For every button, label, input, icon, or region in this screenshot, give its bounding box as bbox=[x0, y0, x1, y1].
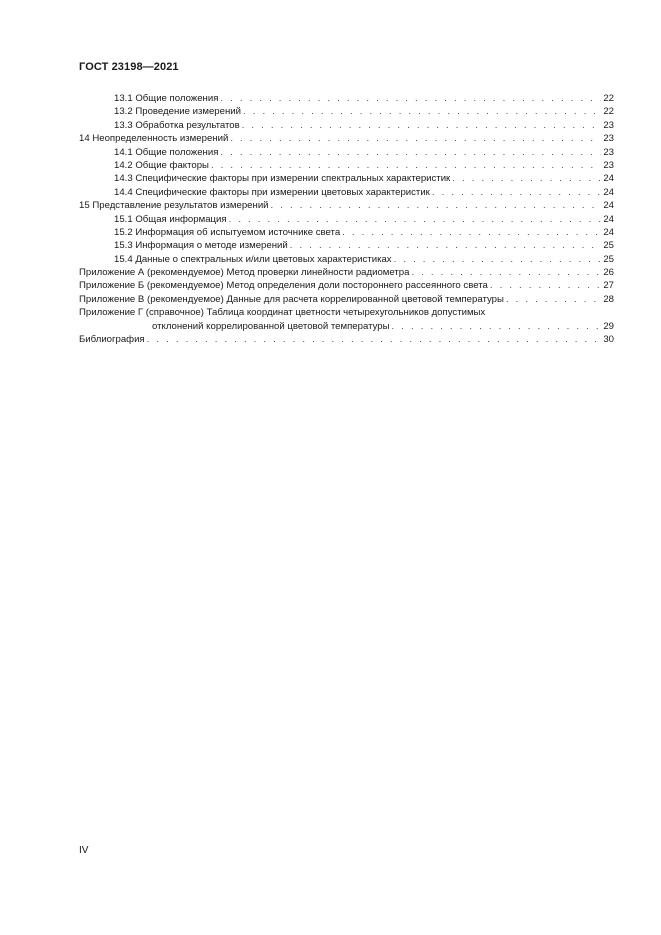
toc-entry bbox=[79, 279, 614, 292]
toc-leader-dots bbox=[342, 226, 601, 239]
toc-leader-dots bbox=[411, 266, 601, 279]
toc-entry bbox=[79, 159, 614, 172]
toc-entry-title: Приложение В (рекомендуемое) Данные для расчета коррелированной цветовой температуры bbox=[79, 293, 504, 305]
toc-entry-title: 14.1 Общие положения bbox=[114, 146, 219, 158]
toc-entry bbox=[79, 266, 614, 279]
toc-entry bbox=[79, 253, 614, 266]
page-number: IV bbox=[79, 845, 89, 856]
toc-entry-title: 14.4 Специфические факторы при измерении цветовых характеристик bbox=[114, 186, 430, 198]
toc-leader-dots bbox=[230, 132, 601, 145]
toc-entry-page: 29 bbox=[603, 320, 614, 332]
toc-leader-dots bbox=[242, 119, 602, 132]
toc-entry-title: 15.1 Общая информация bbox=[114, 213, 227, 225]
table-of-contents bbox=[79, 92, 614, 346]
toc-entry bbox=[79, 213, 614, 226]
toc-entry-title: 13.3 Обработка результатов bbox=[114, 119, 240, 131]
toc-leader-dots bbox=[147, 333, 602, 346]
toc-entry-page: 22 bbox=[603, 93, 614, 104]
toc-entry bbox=[79, 186, 614, 199]
toc-entry bbox=[79, 239, 614, 252]
toc-entry-title: отклонений коррелированной цветовой температуры bbox=[152, 320, 390, 332]
toc-entry-title: 14 Неопределенность измерений bbox=[79, 133, 229, 145]
toc-entry-page: 24 bbox=[603, 186, 614, 198]
toc-leader-dots bbox=[392, 320, 602, 333]
toc-entry-title: 14.2 Общие факторы bbox=[114, 159, 209, 171]
toc-entry-page: 23 bbox=[603, 133, 614, 145]
toc-leader-dots bbox=[220, 146, 601, 159]
toc-leader-dots bbox=[211, 159, 601, 172]
toc-entry bbox=[79, 105, 614, 118]
toc-entry bbox=[79, 333, 614, 346]
toc-leader-dots bbox=[452, 172, 601, 185]
toc-leader-dots bbox=[271, 199, 602, 212]
toc-entry-page: 30 bbox=[603, 334, 614, 346]
document-header: ГОСТ 23198—2021 bbox=[79, 61, 179, 73]
toc-entry-title: Библиография bbox=[79, 334, 145, 346]
toc-entry bbox=[79, 320, 614, 333]
toc-entry-page: 23 bbox=[603, 146, 614, 158]
toc-leader-dots bbox=[229, 213, 602, 226]
toc-entry-title: 15.2 Информация об испытуемом источнике света bbox=[114, 226, 341, 238]
toc-entry-page: 22 bbox=[603, 106, 614, 118]
toc-entry-page: 23 bbox=[603, 119, 614, 131]
toc-entry bbox=[79, 172, 614, 185]
toc-entry-title: Приложение Б (рекомендуемое) Метод определения доли постороннего рассеянного света bbox=[79, 280, 488, 292]
toc-leader-dots bbox=[220, 92, 601, 105]
toc-leader-dots bbox=[506, 293, 601, 306]
toc-leader-dots bbox=[394, 253, 602, 266]
toc-leader-dots bbox=[432, 186, 601, 199]
toc-entry bbox=[79, 92, 614, 105]
toc-entry bbox=[79, 306, 614, 319]
toc-entry-title: Приложение А (рекомендуемое) Метод проверки линейности радиометра bbox=[79, 267, 410, 279]
toc-leader-dots bbox=[243, 105, 601, 118]
toc-entry-title: 15.4 Данные о спектральных и/или цветовых характеристиках bbox=[114, 253, 392, 265]
toc-leader-dots bbox=[290, 239, 602, 252]
toc-entry bbox=[79, 132, 614, 145]
toc-entry-title: Приложение Г (справочное) Таблица координат цветности четырехугольников допустимых bbox=[79, 307, 486, 319]
toc-entry-page: 24 bbox=[603, 226, 614, 238]
toc-entry bbox=[79, 226, 614, 239]
toc-entry-page: 24 bbox=[603, 173, 614, 185]
toc-entry bbox=[79, 293, 614, 306]
toc-entry-title: 13.2 Проведение измерений bbox=[114, 106, 241, 118]
toc-entry-page: 28 bbox=[603, 293, 614, 305]
toc-entry-page: 24 bbox=[603, 213, 614, 225]
toc-entry-page: 24 bbox=[603, 200, 614, 212]
toc-entry bbox=[79, 119, 614, 132]
toc-entry bbox=[79, 199, 614, 212]
toc-entry-page: 26 bbox=[603, 267, 614, 279]
toc-entry-page: 27 bbox=[603, 280, 614, 292]
toc-entry-title: 15.3 Информация о методе измерений bbox=[114, 240, 288, 252]
toc-entry-page: 25 bbox=[603, 253, 614, 265]
toc-entry-page: 23 bbox=[603, 159, 614, 171]
toc-entry-page: 25 bbox=[603, 240, 614, 252]
toc-entry bbox=[79, 146, 614, 159]
toc-leader-dots bbox=[490, 279, 601, 292]
toc-entry-title: 13.1 Общие положения bbox=[114, 93, 219, 104]
toc-entry-title: 14.3 Специфические факторы при измерении спектральных характеристик bbox=[114, 173, 451, 185]
toc-entry-title: 15 Представление результатов измерений bbox=[79, 200, 269, 212]
